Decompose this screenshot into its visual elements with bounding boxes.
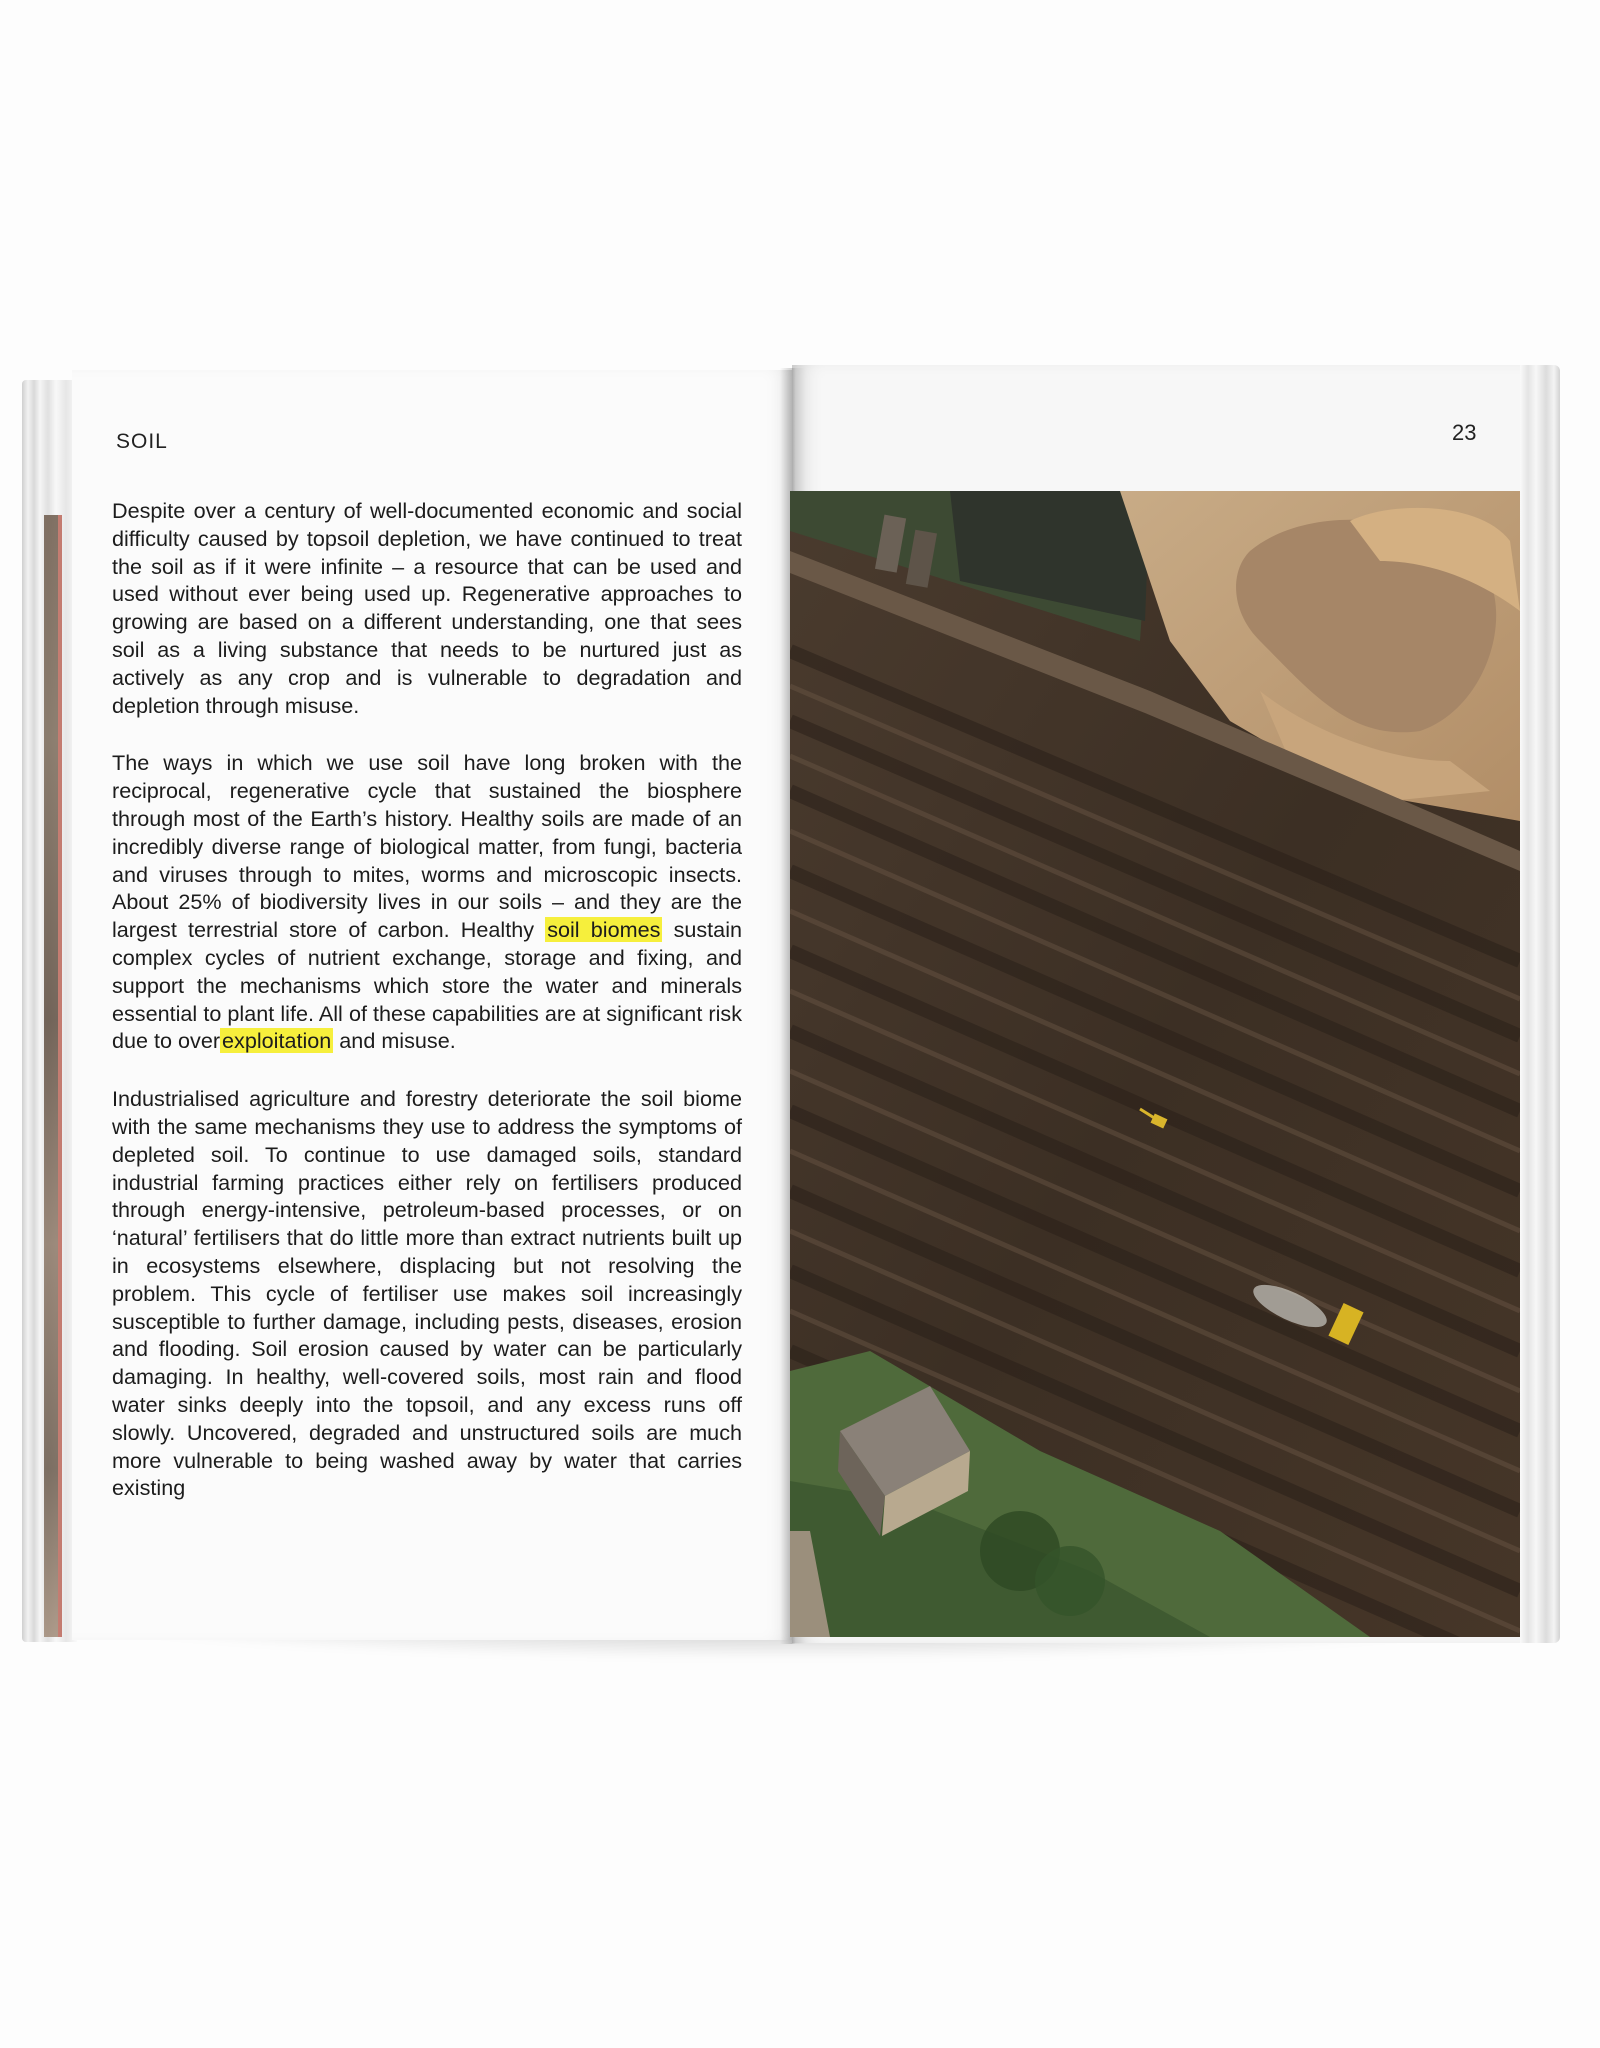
page-number: 23: [1452, 420, 1477, 445]
highlight-soil-biomes: soil biomes: [547, 917, 661, 943]
paragraph-3: Industrialised agriculture and forestry deteriorate the soil biome with the same mechanisms they use to address the symptoms of depleted soil. To continue to use damaged soils, standard industrial farming practices either rely on fertilisers produced through energy-intensive, petroleum-based processes, or on ‘natural’ fertilisers that do little more than extract nutrients built up in ecosystems elsewhere, displacing but not resolving the problem. This cycle of fertiliser use makes soil increasingly susceptible to further damage, including pests, diseases, erosion and flooding. Soil erosion caused by water can be particularly damaging. In healthy, well-covered soils, most rain and flood water sinks deeply into the topsoil, and any excess runs off slowly. Uncovered, degraded and unstructured soils are much more vulnerable to being washed away by water that carries existing: [112, 1086, 742, 1501]
aerial-photo-illustration: [790, 491, 1520, 1637]
highlight-exploitation: exploitation: [222, 1028, 332, 1054]
left-page-edge-photo-strip: [44, 515, 58, 1637]
paragraph-1: Despite over a century of well-documented economic and social difficulty caused by topsoil depletion, we have continued to treat the soil as if it were infinite – a resource that can be used and used without ever being used up. Regenerative approaches to growing are based on a different understanding, one that sees soil as a living substance that needs to be nurtured just as actively as any crop and is vulnerable to degradation and depletion through misuse.: [112, 498, 742, 718]
aerial-farmland-photo: [790, 491, 1520, 1637]
paragraph-2-part-3: and misuse.: [333, 1028, 456, 1054]
left-page-edge-red-line: [58, 515, 62, 1637]
body-text: [112, 497, 742, 1532]
paragraph-2: [112, 749, 742, 1055]
paragraph-2-part-2: sustain complex cycles of nutrient exchange, storage and fixing, and support the mechanisms which store the water and minerals essential to plant life. All of these capabilities are at significant risk due to over: [112, 917, 742, 1054]
paragraph-2-part-1: The ways in which we use soil have long broken with the reciprocal, regenerative cycle that sustained the biosphere through most of the Earth’s history. Healthy soils are made of an incredibly diverse range of biological matter, from fungi, bacteria and viruses through to mites, worms and microscopic insects. About 25% of biodiversity lives in our soils – and they are the largest terrestrial store of carbon. Healthy: [112, 750, 742, 943]
running-head: SOIL: [116, 430, 168, 453]
